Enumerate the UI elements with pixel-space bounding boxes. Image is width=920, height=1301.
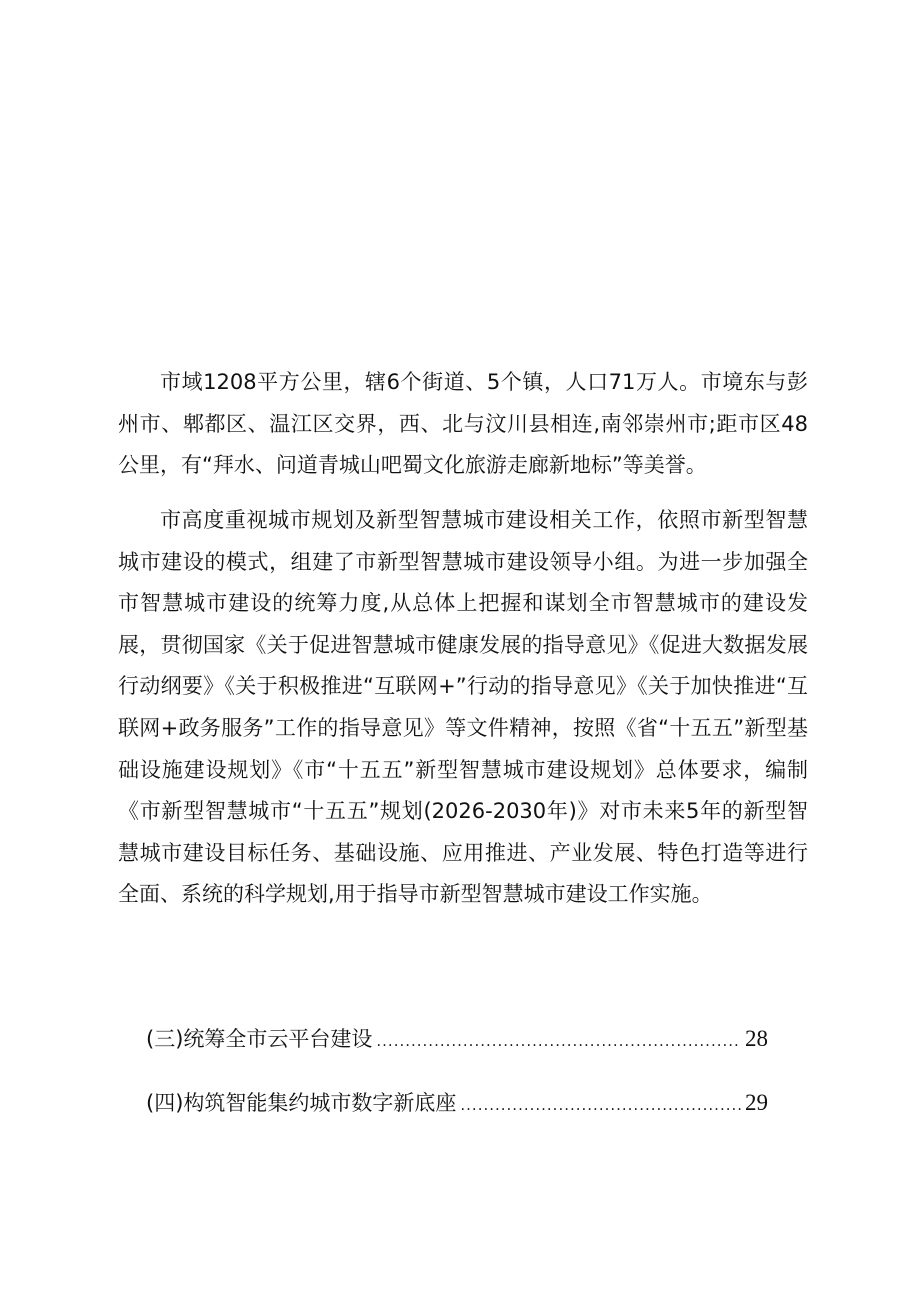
toc-entry-page-number: 28 [745,1026,768,1051]
toc-entry[interactable] [146,1023,768,1057]
body-paragraph-city-overview: 市域1208平方公里，辖6个街道、5个镇，人口71万人。市境东与彭州市、郫都区、温江区交界，西、北与汶川县相连,南邻崇州市;距市区48公里，有“拜水、问道青城山吧蜀文化旅游走廊新地标”等美誉。 [118,370,808,478]
toc-leader-dots [460,1089,741,1121]
toc-entry[interactable] [146,1087,768,1121]
toc-entry-title: (四)构筑智能集约城市数字新底座 [146,1091,457,1115]
body-paragraph-planning-background: 市高度重视城市规划及新型智慧城市建设相关工作，依照市新型智慧城市建设的模式，组建了市新型智慧城市建设领导小组。为进一步加强全市智慧城市建设的统筹力度,从总体上把握和谋划全市智慧城市的建设发展，贯彻国家《关于促进智慧城市健康发展的指导意见》《促进大数据发展行动纲要》《关于积极推进“互联网+”行动的指导意见》《关于加快推进“互联网+政务服务”工作的指导意见》等文件精神，按照《省“十五五”新型基础设施建设规划》《市“十五五”新型智慧城市建设规划》总体要求，编制《市新型智慧城市“十五五”规划(2026-2030年)》对市未来5年的新型智慧城市建设目标任务、基础设施、应用推进、产业发展、特色打造等进行全面、系统的科学规划,用于指导市新型智慧城市建设工作实施。 [118,508,808,907]
toc-entry-page-number: 29 [745,1090,768,1115]
toc-entry-title: (三)统筹全市云平台建设 [146,1027,373,1051]
toc-leader-dots [376,1025,741,1057]
